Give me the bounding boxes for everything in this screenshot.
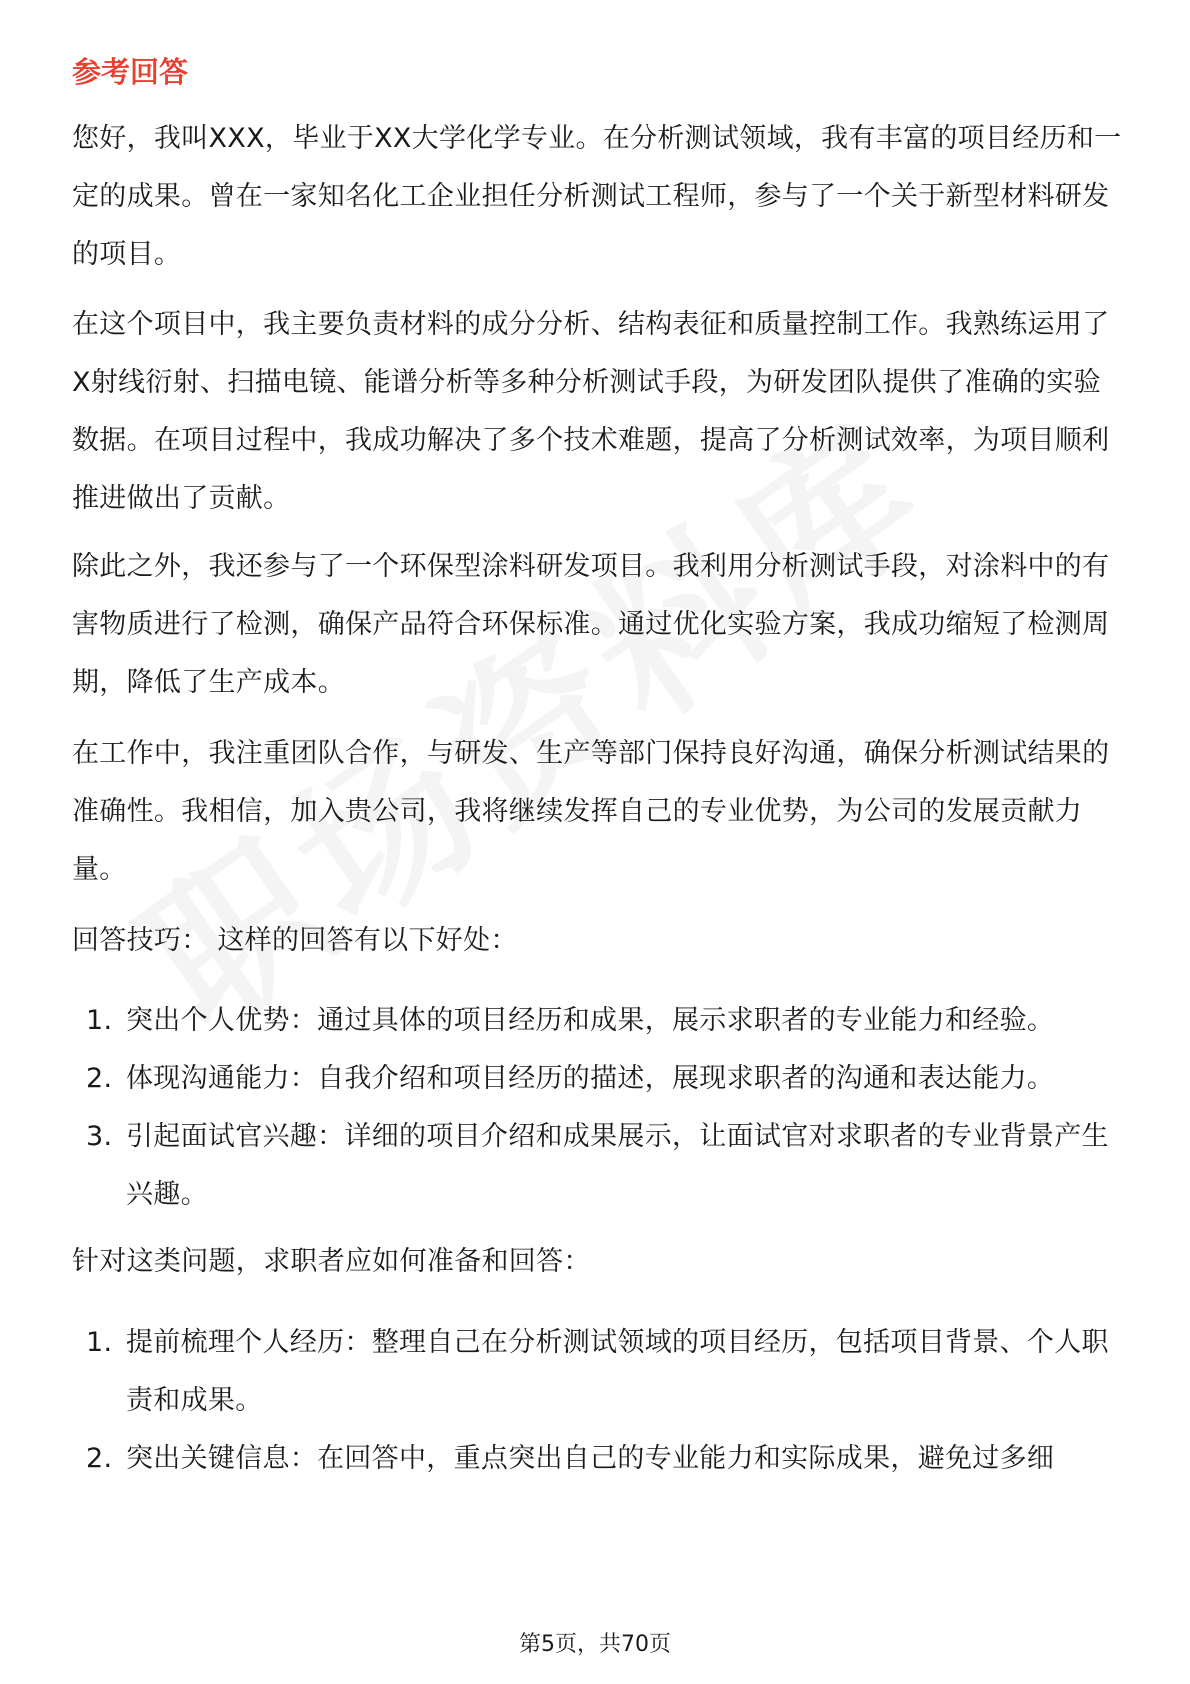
tips-list (72, 992, 1122, 1224)
prep-list (72, 1314, 1122, 1488)
list-number: 1. (86, 1005, 113, 1036)
paragraph-teamwork: 在工作中，我注重团队合作，与研发、生产等部门保持良好沟通，确保分析测试结果的准确性。我相信，加入贵公司，我将继续发挥自己的专业优势，为公司的发展贡献力量。 (72, 738, 1110, 885)
list-number: 3. (86, 1121, 113, 1152)
list-text: 引起面试官兴趣：详细的项目介绍和成果展示，让面试官对求职者的专业背景产生兴趣。 (126, 1121, 1109, 1210)
list-item (72, 1050, 1122, 1108)
list-text: 提前梳理个人经历：整理自己在分析测试领域的项目经历，包括项目背景、个人职责和成果。 (126, 1327, 1109, 1416)
page-number-footer: 第5页，共70页 (519, 1632, 671, 1657)
paragraph-tips-intro: 回答技巧： 这样的回答有以下好处： (72, 925, 518, 956)
list-item (72, 1108, 1122, 1224)
paragraph-intro: 您好，我叫XXX，毕业于XX大学化学专业。在分析测试领域，我有丰富的项目经历和一定的成果。曾在一家知名化工企业担任分析测试工程师，参与了一个关于新型材料研发的项目。 (72, 123, 1122, 270)
list-item (72, 1314, 1122, 1430)
list-number: 2. (86, 1063, 113, 1094)
paragraph-other-project: 除此之外，我还参与了一个环保型涂料研发项目。我利用分析测试手段，对涂料中的有害物质进行了检测，确保产品符合环保标准。通过优化实验方案，我成功缩短了检测周期，降低了生产成本。 (72, 551, 1110, 698)
list-text: 突出关键信息：在回答中，重点突出自己的专业能力和实际成果，避免过多细 (126, 1443, 1055, 1474)
paragraph-prep-intro: 针对这类问题，求职者应如何准备和回答： (72, 1246, 591, 1277)
list-number: 2. (86, 1443, 113, 1474)
list-text: 体现沟通能力：自我介绍和项目经历的描述，展现求职者的沟通和表达能力。 (126, 1063, 1055, 1094)
section-heading: 参考回答 (72, 55, 189, 89)
list-number: 1. (86, 1327, 113, 1358)
list-item (72, 1430, 1122, 1488)
list-item (72, 992, 1122, 1050)
paragraph-project: 在这个项目中，我主要负责材料的成分分析、结构表征和质量控制工作。我熟练运用了X射线衍射、扫描电镜、能谱分析等多种分析测试手段，为研发团队提供了准确的实验数据。在项目过程中，我成功解决了多个技术难题，提高了分析测试效率，为项目顺利推进做出了贡献。 (72, 309, 1110, 514)
list-text: 突出个人优势：通过具体的项目经历和成果，展示求职者的专业能力和经验。 (126, 1005, 1055, 1036)
